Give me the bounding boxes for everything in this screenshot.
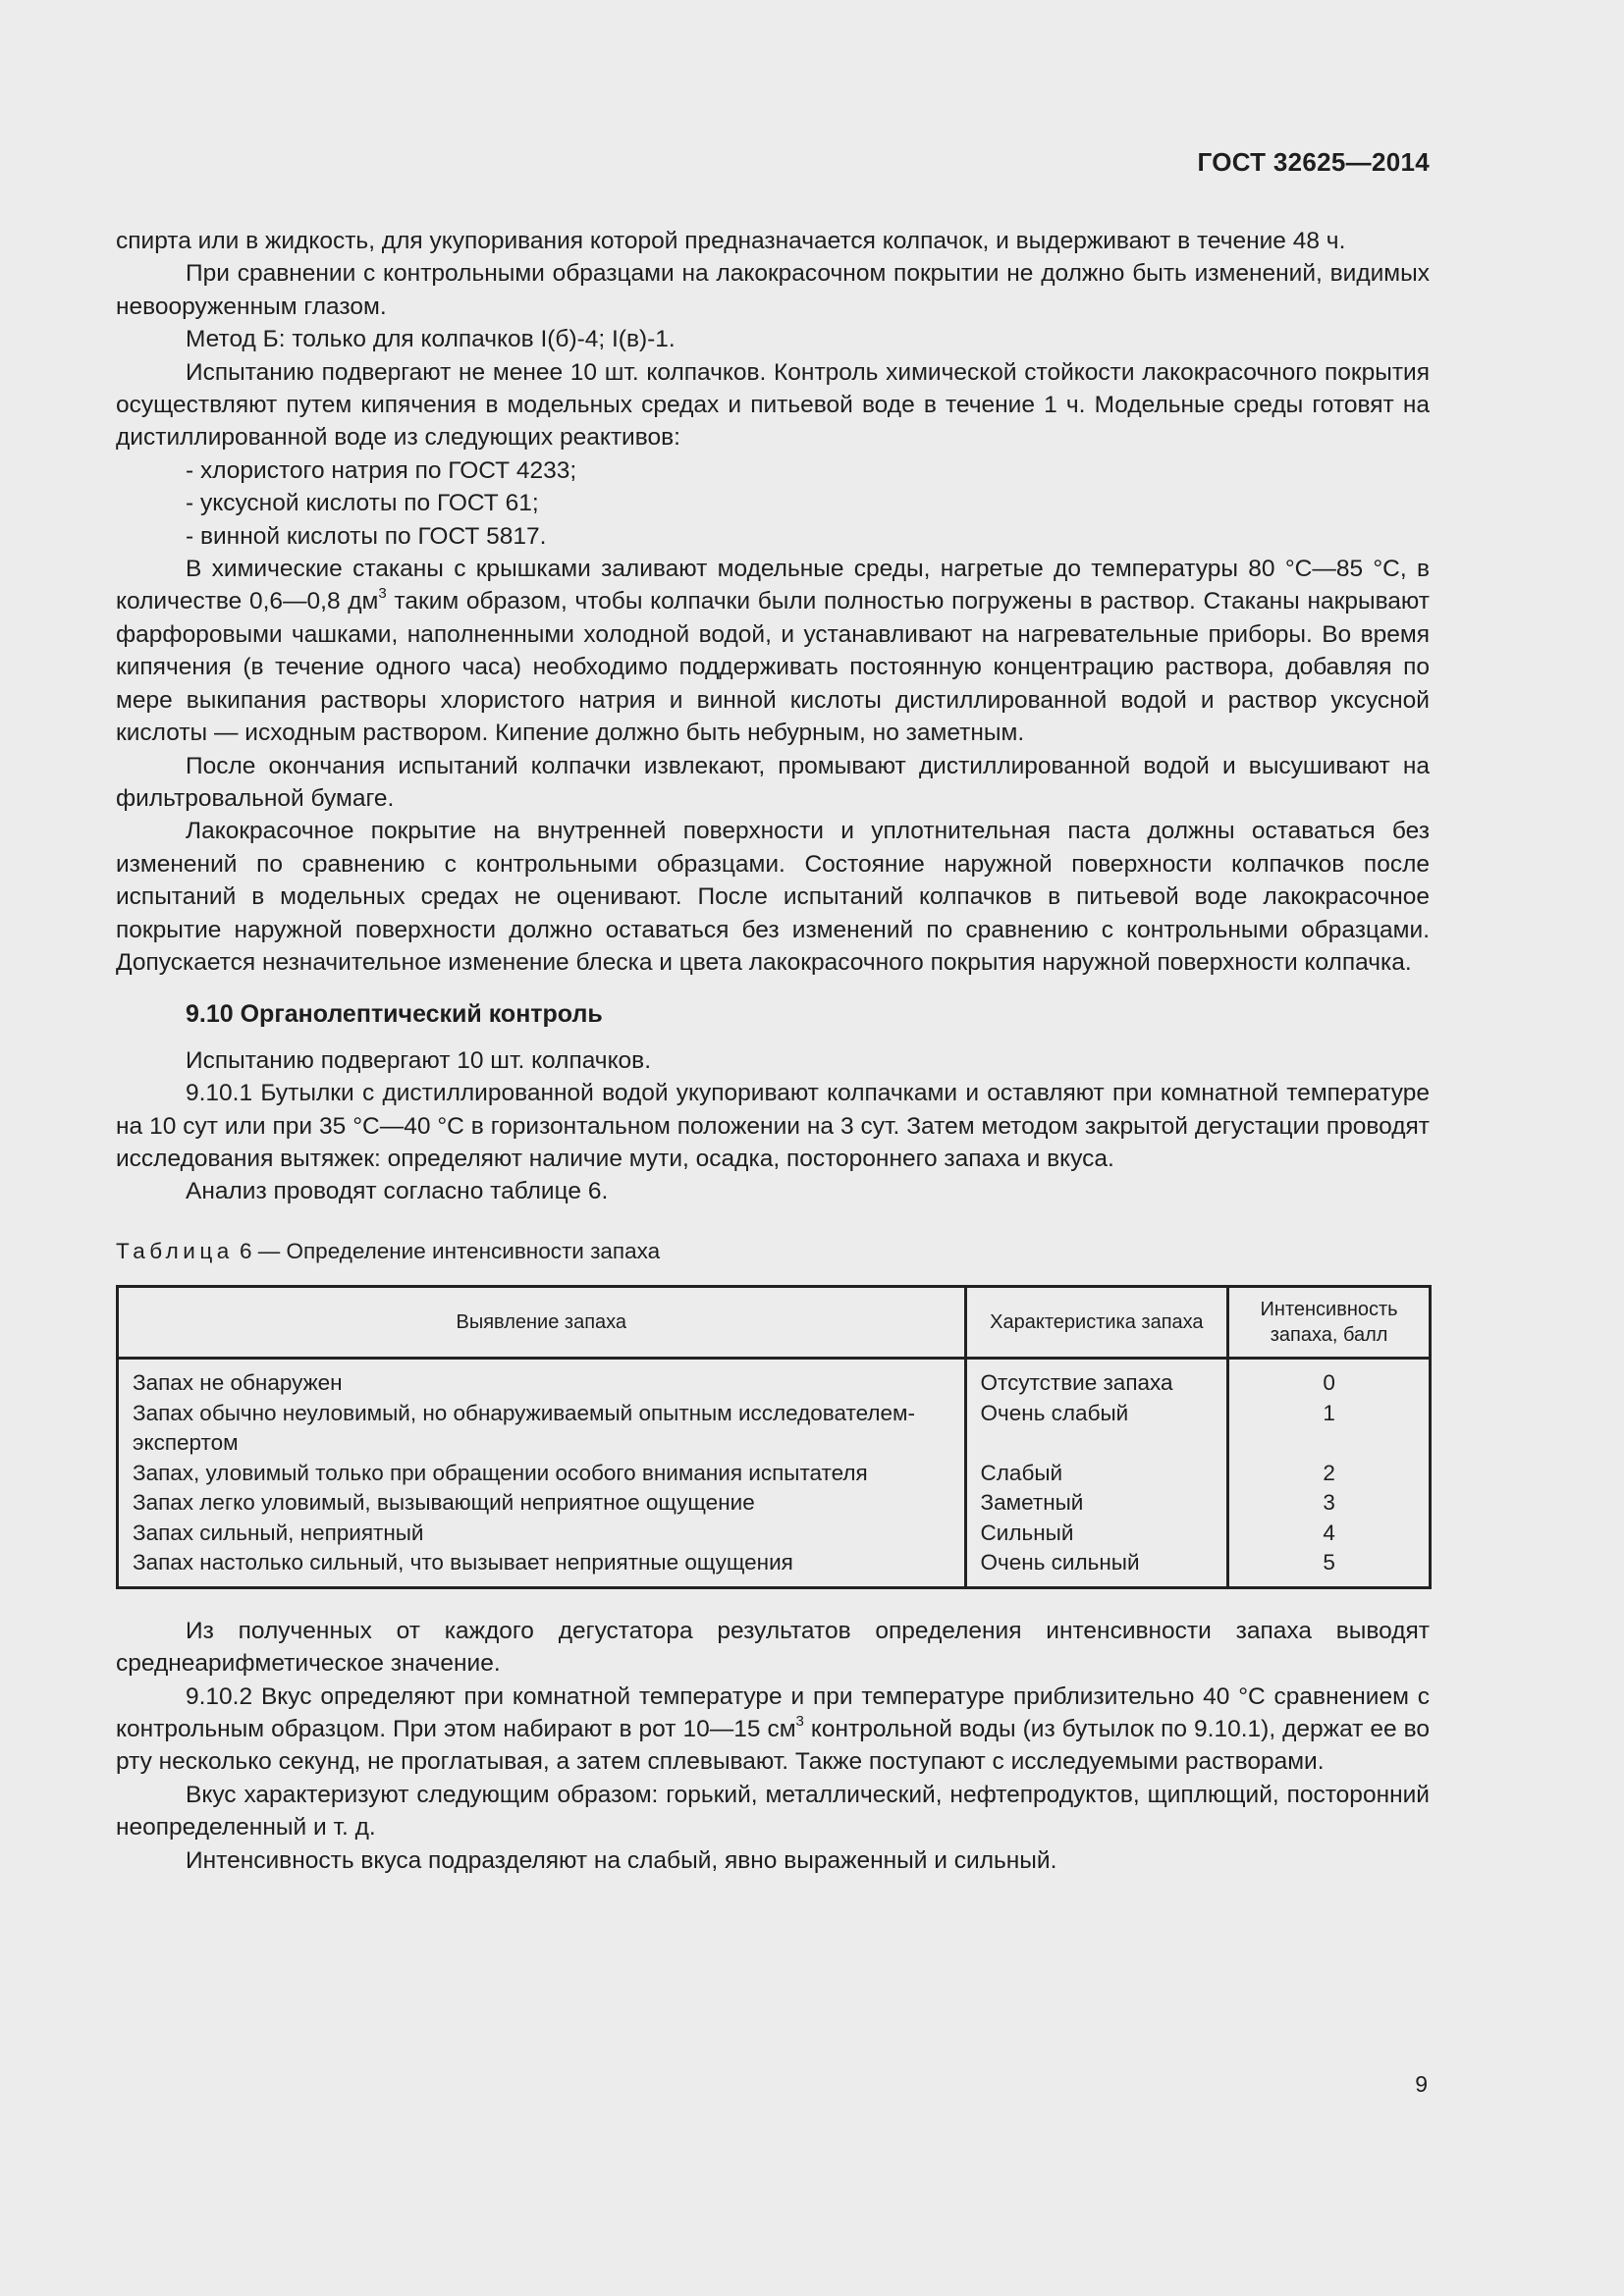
paragraph: Испытанию подвергают 10 шт. колпачков.: [186, 1046, 652, 1074]
table-caption-label: Таблица: [116, 1238, 234, 1263]
paragraph: Интенсивность вкуса подразделяют на слабый, явно выраженный и сильный.: [186, 1846, 1057, 1874]
table-cell: Запах легко уловимый, вызывающий неприятное ощущение: [133, 1490, 755, 1516]
table-row: [118, 1548, 1431, 1587]
table-cell: Отсутствие запаха: [965, 1359, 1228, 1399]
document-number: ГОСТ 32625—2014: [1197, 147, 1430, 177]
superscript: 3: [795, 1712, 804, 1730]
table-row: [118, 1488, 1431, 1519]
table-row: [118, 1359, 1431, 1399]
paragraph: При сравнении с контрольными образцами на лакокрасочном покрытии не должно быть изменений, видимых невооруженным глазом.: [116, 260, 1430, 320]
text-run: контрольной воды (из бутылок по 9.10.1), держат ее во рту несколько секунд, не проглатывая, а затем сплевывают. Также поступают с исследуемыми растворами.: [116, 1715, 1430, 1776]
paragraph: Метод Б: только для колпачков I(б)-4; I(в)-1.: [186, 326, 676, 353]
table-header-row: [118, 1287, 1431, 1359]
table-cell: Очень слабый: [965, 1399, 1228, 1459]
page-number: 9: [1415, 2071, 1428, 2097]
paragraph: После окончания испытаний колпачки извлекают, промывают дистиллированной водой и высушивают на фильтровальной бумаге.: [116, 752, 1430, 812]
table-cell: Слабый: [965, 1459, 1228, 1489]
paragraph-boiling: [116, 553, 1430, 749]
odor-intensity-table: [116, 1285, 1432, 1589]
superscript: 3: [378, 585, 387, 603]
reagent-list-item: - винной кислоты по ГОСТ 5817.: [186, 522, 547, 550]
column-header: Выявление запаха: [118, 1287, 966, 1359]
table-cell: Запах обычно неуловимый, но обнаруживаемый опытным исследователем-экспертом: [133, 1400, 915, 1456]
paragraph: 9.10.1 Бутылки с дистиллированной водой укупоривают колпачками и оставляют при комнатной температуре на 10 сут или при 35 °С—40 °С в горизонтальном положении на 3 сут. Затем методом закрытой дегустации проводят исследования вытяжек: определяют наличие мути, осадка, постороннего запаха и вкуса.: [116, 1080, 1430, 1172]
paragraph: Анализ проводят согласно таблице 6.: [186, 1178, 609, 1205]
table-caption-title: 6 — Определение интенсивности запаха: [233, 1238, 661, 1263]
reagent-list-item: - хлористого натрия по ГОСТ 4233;: [186, 456, 577, 484]
table-cell: 1: [1228, 1399, 1431, 1459]
text-run: 9.10.2 Вкус определяют при комнатной температуре и при температуре приблизительно 40 °С сравнением с контрольным образцом. При этом набирают в рот 10—15 см: [116, 1682, 1430, 1742]
paragraph-taste: [116, 1681, 1430, 1779]
paragraph: Вкус характеризуют следующим образом: горький, металлический, нефтепродуктов, щиплющий, посторонний неопределенный и т. д.: [116, 1781, 1430, 1842]
paragraph: Лакокрасочное покрытие на внутренней поверхности и уплотнительная паста должны оставаться без изменений по сравнению с контрольными образцами. Состояние наружной поверхности колпачков после испытаний в модельных средах не оценивают. После испытаний колпачков в питьевой воде лакокрасочное покрытие наружной поверхности должно оставаться без изменений по сравнению с контрольными образцами. Допускается незначительное изменение блеска и цвета лакокрасочного покрытия наружной поверхности колпачка.: [116, 818, 1430, 976]
column-header: Интенсивность запаха, балл: [1228, 1287, 1431, 1359]
table-cell: Очень сильный: [965, 1548, 1228, 1587]
table-cell: Запах сильный, неприятный: [133, 1520, 424, 1545]
table-cell: 5: [1228, 1548, 1431, 1587]
paragraph: Из полученных от каждого дегустатора результатов определения интенсивности запаха выводят среднеарифметическое значение.: [116, 1617, 1430, 1678]
table-cell: Сильный: [965, 1519, 1228, 1549]
table-cell: 4: [1228, 1519, 1431, 1549]
table-row: [118, 1459, 1431, 1489]
table-cell: Заметный: [965, 1488, 1228, 1519]
reagent-list-item: - уксусной кислоты по ГОСТ 61;: [186, 490, 539, 517]
table-cell: Запах настолько сильный, что вызывает неприятные ощущения: [133, 1550, 793, 1575]
table-cell: Запах не обнаружен: [133, 1370, 343, 1396]
table-row: [118, 1399, 1431, 1459]
paragraph: спирта или в жидкость, для укупоривания которой предназначается колпачок, и выдерживают в течение 48 ч.: [116, 228, 1346, 254]
paragraph: Испытанию подвергают не менее 10 шт. колпачков. Контроль химической стойкости лакокрасочного покрытия осуществляют путем кипячения в модельных средах и питьевой воде в течение 1 ч. Модельные среды готовят на дистиллированной воде из следующих реактивов:: [116, 358, 1430, 452]
table-row: [118, 1519, 1431, 1549]
section-heading: 9.10 Органолептический контроль: [186, 1000, 603, 1029]
table-caption: [116, 1235, 1430, 1267]
table-cell: Запах, уловимый только при обращении особого внимания испытателя: [133, 1460, 868, 1485]
text-run: таким образом, чтобы колпачки были полностью погружены в раствор. Стаканы накрывают фарфоровыми чашками, наполненными холодной водой, и устанавливают на нагревательные приборы. Во время кипячения (в течение одного часа) необходимо поддерживать постоянную концентрацию раствора, добавляя по мере выкипания растворы хлористого натрия и винной кислоты дистиллированной водой и раствор уксусной кислоты — исходным раствором. Кипение должно быть небурным, но заметным.: [116, 588, 1430, 747]
document-body: [116, 225, 1430, 1877]
text-run: В химические стаканы с крышками заливают модельные среды, нагретые до температуры 80 °С—85 °С, в количестве 0,6—0,8 дм: [116, 556, 1430, 615]
column-header: Характеристика запаха: [965, 1287, 1228, 1359]
table-cell: 0: [1228, 1359, 1431, 1399]
table-cell: 3: [1228, 1488, 1431, 1519]
table-cell: 2: [1228, 1459, 1431, 1489]
